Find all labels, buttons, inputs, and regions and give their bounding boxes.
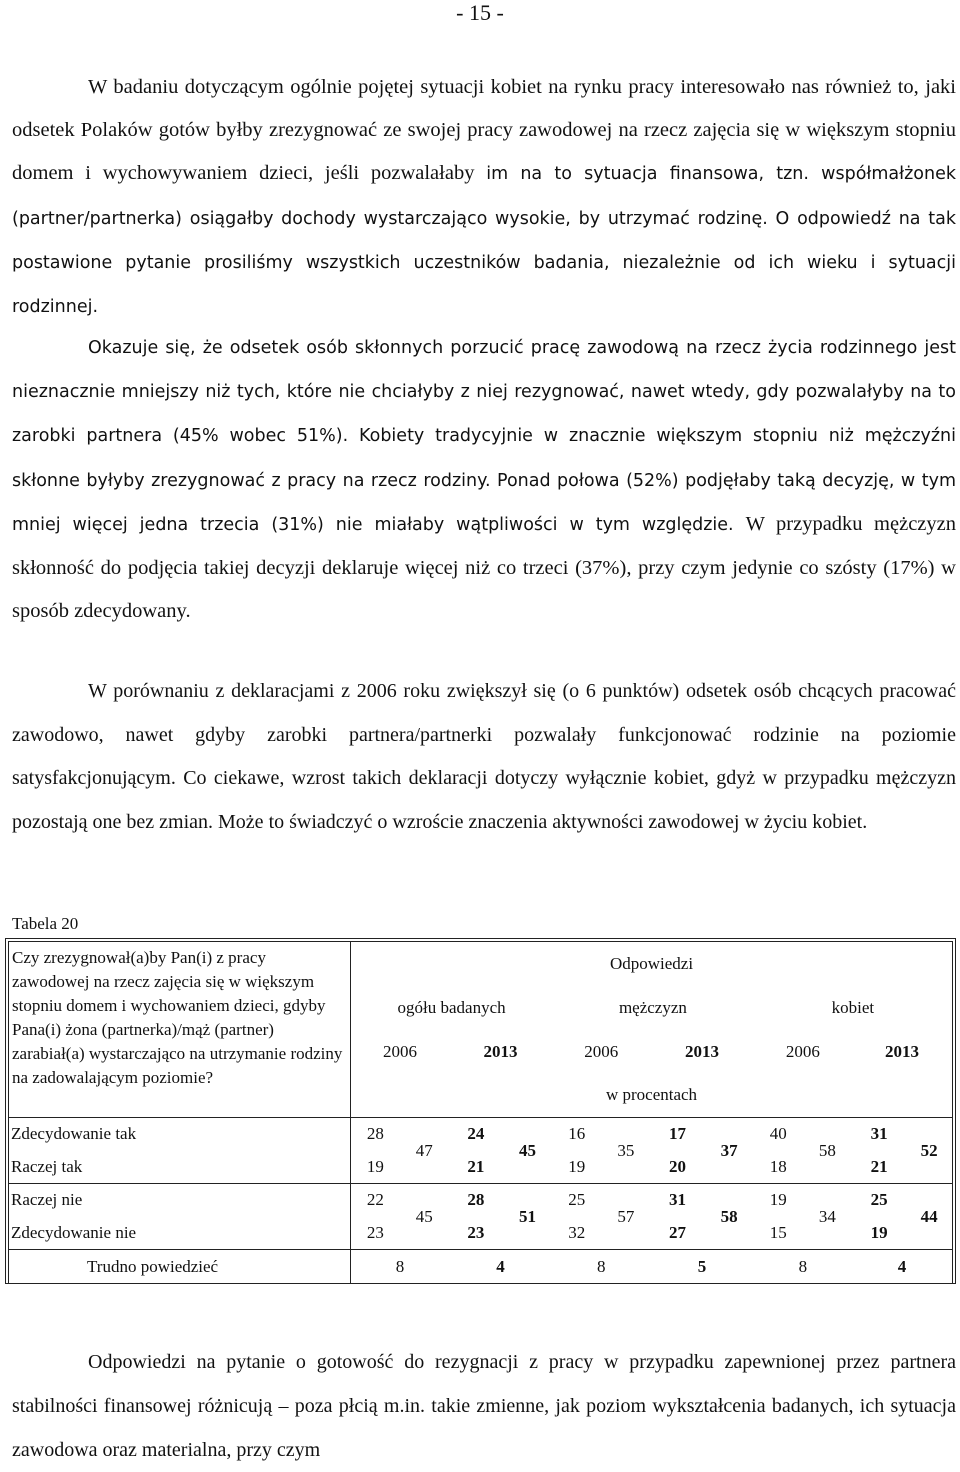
table-cell: 25 xyxy=(852,1184,906,1217)
sum-cell: 37 xyxy=(720,1140,738,1160)
paragraph-2 xyxy=(12,326,956,633)
header-group-women: kobiet xyxy=(754,986,953,1030)
row-label-trudno: Trudno powiedzieć xyxy=(9,1250,351,1284)
table-cell: 8 xyxy=(552,1250,650,1284)
table-cell: 21 xyxy=(870,1156,888,1176)
paragraph-1 xyxy=(12,66,956,329)
sum-cell: 58 xyxy=(818,1140,836,1160)
table-cell: 4 xyxy=(449,1250,552,1284)
table-cell: 40 xyxy=(769,1124,787,1144)
table-cell: 16 xyxy=(568,1124,586,1144)
table-cell: 8 xyxy=(754,1250,852,1284)
sum-cell: 51 xyxy=(503,1184,552,1250)
table-cell: 25 xyxy=(552,1184,601,1217)
table-cell: 23 xyxy=(366,1222,384,1242)
table-cell: 19 xyxy=(366,1156,384,1176)
paragraph-4: Odpowiedzi na pytanie o gotowość do rezygnacji z pracy w przypadku zapewnionej przez partnera stabilności finansowej różnicują – poza płcią m.in. takie zmienne, jak poziom wykształcenia badanych, ich sytuacja zawodowa oraz materialna, przy czym xyxy=(12,1351,956,1461)
table-cell: 4 xyxy=(852,1250,953,1284)
row-label: Zdecydowanie tak xyxy=(9,1118,351,1151)
table-cell: 5 xyxy=(650,1250,753,1284)
data-table xyxy=(8,941,953,1284)
header-year: 2013 xyxy=(852,1030,953,1074)
table-label: Tabela 20 xyxy=(12,914,79,933)
paragraph-3: W porównaniu z deklaracjami z 2006 roku zwiększył się (o 6 punktów) odsetek osób chcących pracować zawodowo, nawet gdyby zarobki partnera/partnerki pozwalały funkcjonować rodzinie na poziomie satysfakcjonującym. Co ciekawe, wzrost takich deklaracji dotyczy wyłącznie kobiet, gdyż w przypadku mężczyzn pozostają one bez zmian. Może to świadczyć o wzroście znaczenia aktywności zawodowej w życiu kobiet. xyxy=(12,680,956,833)
table-cell: 32 xyxy=(568,1222,586,1242)
row-label: Raczej nie xyxy=(9,1184,351,1217)
table-cell: 19 xyxy=(870,1222,888,1242)
header-group-all: ogółu badanych xyxy=(351,986,553,1030)
header-group-men: mężczyzn xyxy=(618,997,687,1017)
table-cell: 8 xyxy=(351,1250,449,1284)
paragraph-1-part-1: W badaniu dotyczącym ogólnie pojętej sytuacji kobiet na rynku pracy interesowało nas również to, jaki odsetek Polaków gotów byłby zrezygnować ze swojej pracy zawodowej na rzecz zajęcia się w większym stopniu domem i wychowywaniem dzieci, jeśli pozwalałaby xyxy=(12,76,956,185)
table-cell: 22 xyxy=(351,1184,400,1217)
sum-cell: 45 xyxy=(519,1140,537,1160)
sum-cell: 44 xyxy=(906,1184,952,1250)
header-year: 2013 xyxy=(685,1041,720,1061)
table-cell: 24 xyxy=(467,1124,485,1144)
table-cell: 28 xyxy=(366,1124,384,1144)
table-cell: 19 xyxy=(568,1156,586,1176)
table-cell: 18 xyxy=(769,1156,787,1176)
sum-cell: 34 xyxy=(803,1184,852,1250)
row-label: Zdecydowanie nie xyxy=(9,1217,351,1250)
table-cell: 31 xyxy=(650,1184,704,1217)
paragraph-2-part-2: W przypadku mężczyzn skłonność do podjęcia takiej decyzji deklaruje więcej niż co trzeci (37%), przy czym jedynie co szósty (17%) w sposób zdecydowany. xyxy=(12,512,956,623)
table-cell: 20 xyxy=(668,1156,686,1176)
table-cell: 21 xyxy=(467,1156,485,1176)
header-year: 2006 xyxy=(785,1041,820,1061)
question-cell: Czy zrezygnował(a)by Pan(i) z pracy zawodowej na rzecz zajęcia się w większym stopniu domem i wychowaniem dzieci, gdyby Pana(i) żona (partnerka)/mąż (partner) zarabiał(a) wystarczająco na utrzymanie rodziny na zadowalającym poziomie? xyxy=(9,942,351,1118)
sum-cell: 47 xyxy=(415,1140,433,1160)
table-cell: 31 xyxy=(870,1124,888,1144)
sum-cell: 58 xyxy=(705,1184,754,1250)
header-unit: w procentach xyxy=(351,1074,953,1118)
table-cell: 27 xyxy=(668,1222,686,1242)
table-cell: 19 xyxy=(754,1184,803,1217)
table-cell: 17 xyxy=(668,1124,686,1144)
sum-cell: 52 xyxy=(906,1118,952,1184)
paragraph-2-part-1: Okazuje się, że odsetek osób skłonnych porzucić pracę zawodową na rzecz życia rodzinnego jest nieznacznie mniejszy niż tych, które nie chciałyby z niej rezygnować, nawet wtedy, gdy pozwalałyby na to zarobki partnera (45% wobec 51%). Kobiety tradycyjnie w znacznie większym stopniu niż mężczyźni skłonne byłyby zrezygnować z pracy na rzecz rodziny. Ponad połowa (52%) podjęłaby taką decyzję, w tym mniej więcej jedna trzecia (31%) nie miałaby wątpliwości w tym względzie. xyxy=(12,338,956,535)
sum-cell: 57 xyxy=(601,1184,650,1250)
sum-cell: 35 xyxy=(617,1140,635,1160)
header-answers: Odpowiedzi xyxy=(351,942,953,986)
table-cell: 15 xyxy=(769,1222,787,1242)
header-year: 2006 xyxy=(351,1030,449,1074)
table-cell: 28 xyxy=(449,1184,503,1217)
paragraph-1-part-2: im na to sytuacja finansowa, tzn. współmałżonek (partner/partnerka) osiągałby dochody wystarczająco wysokie, by utrzymać rodzinę. O odpowiedź na tak postawione pytanie prosiliśmy wszystkich uczestników badania, niezależnie od ich wieku i sytuacji rodzinnej. xyxy=(12,164,956,318)
header-year: 2006 xyxy=(584,1041,619,1061)
table-cell: 23 xyxy=(467,1222,485,1242)
sum-cell: 45 xyxy=(400,1184,449,1250)
page-number: - 15 - xyxy=(456,0,504,25)
header-year: 2013 xyxy=(483,1041,518,1061)
row-label: Raczej tak xyxy=(9,1151,351,1184)
